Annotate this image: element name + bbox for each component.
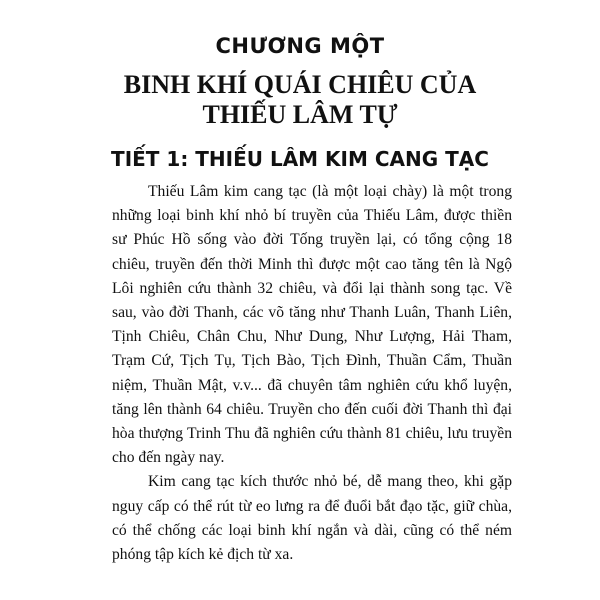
chapter-label: CHƯƠNG MỘT <box>215 34 385 58</box>
section-title: TIẾT 1: THIẾU LÂM KIM CANG TẠC <box>111 147 489 171</box>
body-text <box>112 180 512 567</box>
chapter-title-line-1: BINH KHÍ QUÁI CHIÊU CỦA <box>123 70 477 99</box>
chapter-title-line-2: THIẾU LÂM TỰ <box>202 100 398 129</box>
paragraph-2: Kim cang tạc kích thước nhỏ bé, dễ mang theo, khi gặp nguy cấp có thể rút từ eo lưng ra để đuổi bắt đạo tặc, giữ chùa, có thể chống các loại binh khí ngắn và dài, cũng có thể ném phóng tập kích kẻ địch từ xa. <box>112 473 512 564</box>
paragraph-1: Thiếu Lâm kim cang tạc (là một loại chày) là một trong những loại binh khí nhỏ bí truyền của Thiếu Lâm, được thiền sư Phúc Hồ sống vào đời Tống truyền lại, có tổng cộng 18 chiêu, truyền đến thời Minh thì được một cao tăng tên là Ngộ Lôi nghiên cứu thành 32 chiêu, và đổi lại thành song tạc. Về sau, vào đời Thanh, các võ tăng như Thanh Luân, Thanh Liên, Tịnh Chiêu, Chân Chu, Như Dung, Như Lượng, Hải Tham, Trạm Cứ, Tịch Tụ, Tịch Bào, Tịch Đình, Thuần Cẩm, Thuần niệm, Thuần Mật, v.v... đã chuyên tâm nghiên cứu khổ luyện, tăng lên thành 64 chiêu. Truyền cho đến cuối đời Thanh thì đại hòa thượng Trinh Thu đã nghiên cứu thành 81 chiêu, lưu truyền cho đến ngày nay. <box>112 183 512 467</box>
